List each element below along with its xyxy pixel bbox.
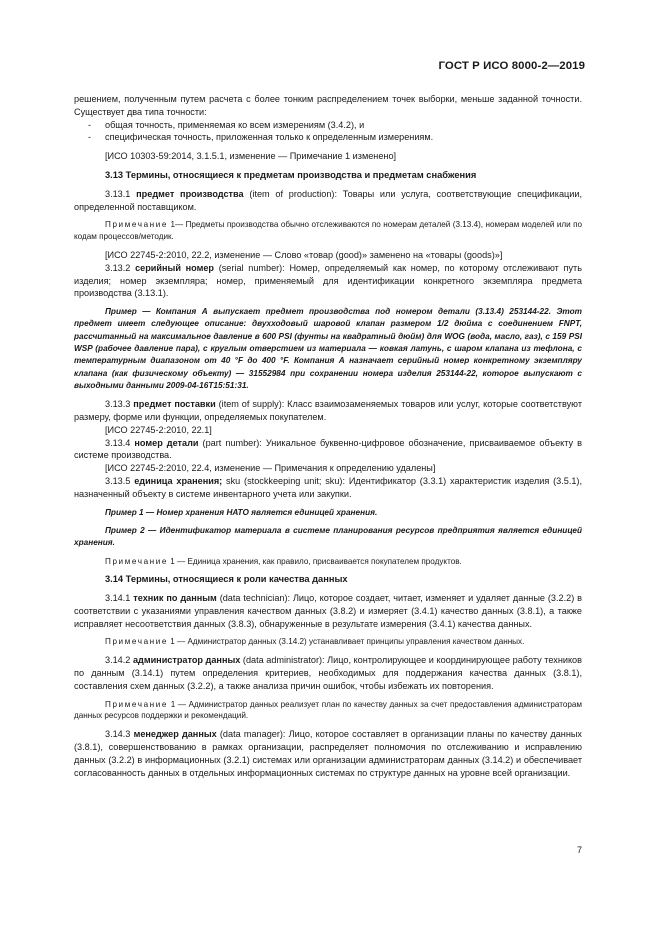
- note-3-13-1: Примечание 1— Предметы производства обычно отслеживаются по номерам деталей (3.13.4), номерам моделей или по кодам процессов/методик.: [74, 220, 582, 242]
- term-3-13-5: 3.13.5 единица хранения; sku (stockkeeping unit; sku): Идентификатор (3.3.1) характеристик изделия (3.5.1), назначенный объекту в системе инвентарного учета или закупки.: [74, 476, 583, 499]
- example-3-13-2: Пример — Компания А выпускает предмет производства под номером детали (3.13.4) 253144-22. Этот предмет имеет следующее описание: двухходовый шаровой клапан размером 1/2 дюйма с соединением FNPT, рассчитанный на максимальное давление в 600 PSI (фунты на квадратный дюйм) для WOG (вода, масло, газ), с 159 PSI WSP (рабочее давление пара), с круглым отверстием из материала — ковкая латунь, с шаром клапана из тефлона, с температурным диапазоном от 40 °F до 400 °F. Компания А назначает серийный номер конкретному экземпляру клапана (как физическому объекту) — 31552984 при сохранении номера изделия 253144-22, которое выпускают с выходными данными 2009-04-16T15:51:31.: [74, 307, 582, 390]
- term-3-13-1: 3.13.1 предмет производства (item of production): Товары или услуга, соответствующие спецификации, определенной поставщиком.: [74, 188, 582, 212]
- source-reference: [ИСО 10303-59:2014, 3.1.5.1, изменение — Примечание 1 изменено]: [105, 151, 397, 162]
- term-3-13-4: 3.13.4 номер детали (part number): Уникальное буквенно-цифровое обозначение, присваиваемое объекту в системе производства.: [74, 437, 582, 461]
- document-body: [74, 93, 582, 779]
- example-2-3-13-5: Пример 2 — Идентификатор материала в системе планирования ресурсов предприятия является единицей хранения.: [74, 525, 582, 548]
- section-title-3-14: 3.14 Термины, относящиеся к роли качества данных: [105, 574, 348, 585]
- note-3-14-1: Примечание 1 — Администратор данных (3.14.2) устанавливает принципы управления качеством данных.: [105, 637, 525, 647]
- standard-code-header: ГОСТ Р ИСО 8000-2—2019: [438, 60, 585, 72]
- list-item: - специфическая точность, приложенная только к определенным измерениям.: [87, 132, 434, 143]
- source-reference: [ИСО 22745-2:2010, 22.2, изменение — Слово «товар (good)» заменено на «товары (goods)»]: [105, 249, 503, 260]
- list-item: - общая точность, применяемая ко всем измерениям (3.4.2), и: [87, 119, 365, 130]
- note-3-14-2: Примечание 1 — Администратор данных реализует план по качеству данных за счет предоставления администраторам данных ресурсов поддержки и рекомендаций.: [74, 699, 582, 721]
- page-number: 7: [576, 845, 582, 855]
- example-1-3-13-5: Пример 1 — Номер хранения НАТО является единицей хранения.: [105, 507, 378, 517]
- note-3-13-5: Примечание 1 — Единица хранения, как правило, присваивается покупателем продуктов.: [105, 556, 462, 566]
- term-3-14-1: 3.14.1 техник по данным (data technician): Лицо, которое создает, читает, изменяет и удаляет данные (3.2.2) в соответствии с указаниями управления качеством данных (3.8.2) и измеряет (3.4.1) качество данных (3.8.1), а также исправляет несоответствия данных (3.8.3), обнаруженные в результате измерения (3.4.1) качества данных.: [74, 593, 582, 629]
- source-reference: [ИСО 22745-2:2010, 22.4, изменение — Примечания к определению удалены]: [105, 463, 436, 474]
- section-title-3-13: 3.13 Термины, относящиеся к предметам производства и предметам снабжения: [105, 169, 477, 180]
- term-3-14-3: 3.14.3 менеджер данных (data manager): Лицо, которое составляет в организации планы по качеству данных (3.8.1), совершенствованию в рамках организации, распределяет полномочия по отслеживанию и исправлению данных (3.2.2) в информационных (3.2.1) системах или организации администраторам данных (3.14.2) и обеспечивает согласованность данных в отдельных информационных системах по структуре данных на уровне всей организации.: [74, 729, 582, 778]
- term-3-13-2: 3.13.2 серийный номер (serial number): Номер, определяемый как номер, по которому отслеживают путь изделия; номер экземпляра; номер, применяемый для идентификации конкретного экземпляра предмета производства (3.13.1).: [74, 262, 582, 299]
- term-3-13-3: 3.13.3 предмет поставки (item of supply): Класс взаимозаменяемых товаров или услуг, которые соответствуют размеру, форме или функции, определяемых покупателем.: [74, 399, 582, 423]
- term-3-14-2: 3.14.2 администратор данных (data administrator): Лицо, контролирующее и координирующее работу техников по данным (3.14.1) путем определения критериев, необходимых для поддержания качества данных (3.8.1), составления схем данных (3.2.2), а также анализа причин ошибок, чтобы избежать их повторения.: [74, 655, 582, 691]
- intro-paragraph: решением, полученным путем расчета с более тонким распределением точек выборки, меньше заданной точности. Существует два типа точности:: [74, 94, 582, 117]
- source-reference: [ИСО 22745-2:2010, 22.1]: [105, 424, 212, 435]
